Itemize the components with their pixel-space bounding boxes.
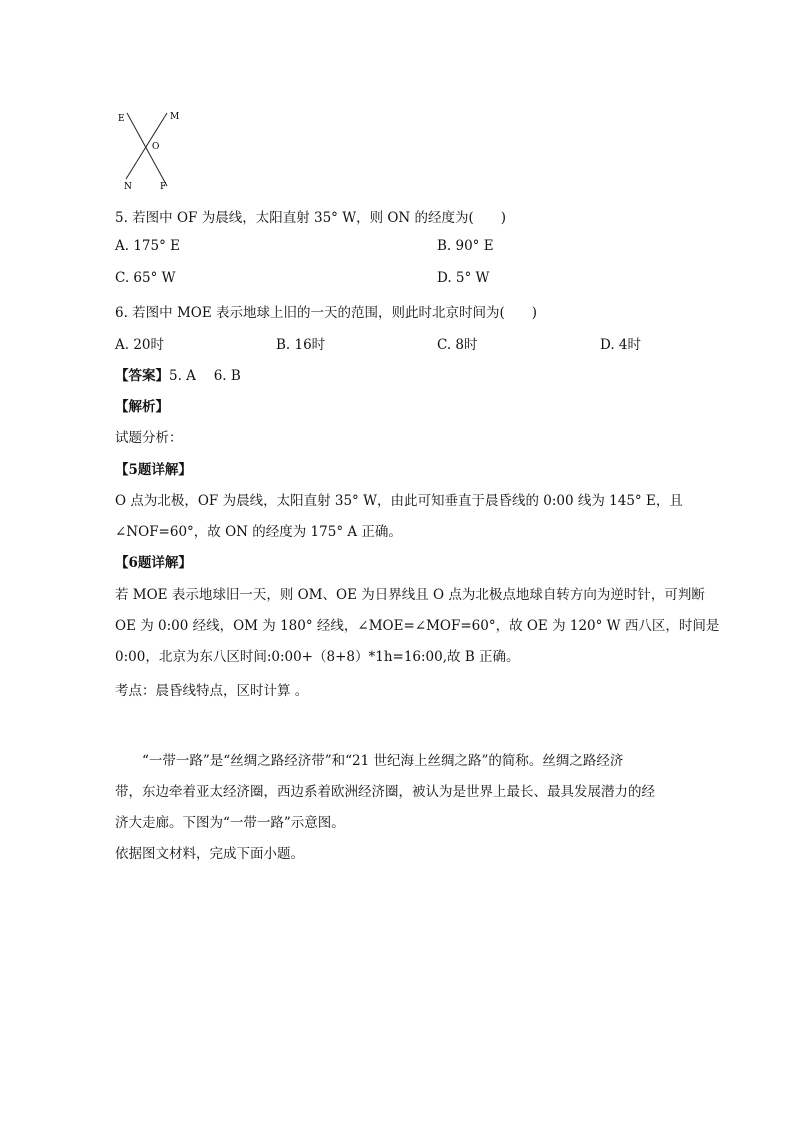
- label-o: O: [152, 142, 160, 152]
- q6-detail-heading: 【6题详解】: [115, 555, 192, 571]
- question-6-option-d: D. 4时: [600, 337, 642, 353]
- question-6-option-b: B. 16时: [276, 337, 326, 353]
- question-6-stem: 6. 若图中 MOE 表示地球上旧的一天的范围，则此时北京时间为( ): [115, 305, 538, 321]
- passage-line-1: “一带一路”是“丝绸之路经济带”和“21 世纪海上丝绸之路”的简称。丝绸之路经济: [115, 753, 624, 769]
- analysis-label: 【解析】: [115, 399, 169, 415]
- question-6-option-c: C. 8时: [437, 337, 478, 353]
- passage-line-2: 带，东边牵着亚太经济圈，西边系着欧洲经济圈，被认为是世界上最长、最具发展潜力的经: [115, 784, 655, 800]
- answer-text: 5. A 6. B: [169, 368, 241, 384]
- q5-detail-line-2: ∠NOF=60°，故 ON 的经度为 175° A 正确。: [115, 524, 402, 540]
- meridian-diagram: [112, 104, 192, 192]
- question-5-stem: 5. 若图中 OF 为晨线，太阳直射 35° W，则 ON 的经度为( ): [115, 210, 507, 226]
- q6-detail-line-3: 0:00，北京为东八区时间:0:00+（8+8）*1h=16:00,故 B 正确。: [115, 649, 520, 665]
- line-e-f: [127, 113, 167, 186]
- label-n: N: [124, 182, 132, 192]
- label-e: E: [118, 114, 125, 124]
- question-5-option-a: A. 175° E: [115, 238, 180, 254]
- q6-detail-line-1: 若 MOE 表示地球旧一天，则 OM、OE 为日界线且 O 点为北极点地球自转方向为逆时针，可判断: [115, 587, 705, 603]
- label-m: M: [170, 112, 180, 122]
- q5-detail-line-1: O 点为北极，OF 为晨线，太阳直射 35° W，由此可知垂直于晨昏线的 0:00 线为 145° E，且: [115, 493, 683, 509]
- kaodian: 考点：晨昏线特点，区时计算 。: [115, 683, 309, 699]
- analysis-intro: 试题分析：: [115, 430, 183, 446]
- q6-detail-line-2: OE 为 0:00 经线，OM 为 180° 经线，∠MOE=∠MOF=60°，故 OE 为 120° W 西八区，时间是: [115, 618, 720, 634]
- question-6-option-a: A. 20时: [115, 337, 165, 353]
- q5-detail-heading: 【5题详解】: [115, 462, 192, 478]
- question-5-option-b: B. 90° E: [437, 238, 494, 254]
- answer-row: [115, 364, 241, 384]
- answer-label: 【答案】: [115, 368, 169, 384]
- passage-line-3: 济大走廊。下图为“一带一路”示意图。: [115, 815, 345, 831]
- question-5-option-c: C. 65° W: [115, 270, 176, 286]
- label-f: F: [160, 182, 167, 192]
- question-5-option-d: D. 5° W: [437, 270, 490, 286]
- passage-line-4: 依据图文材料，完成下面小题。: [115, 846, 304, 862]
